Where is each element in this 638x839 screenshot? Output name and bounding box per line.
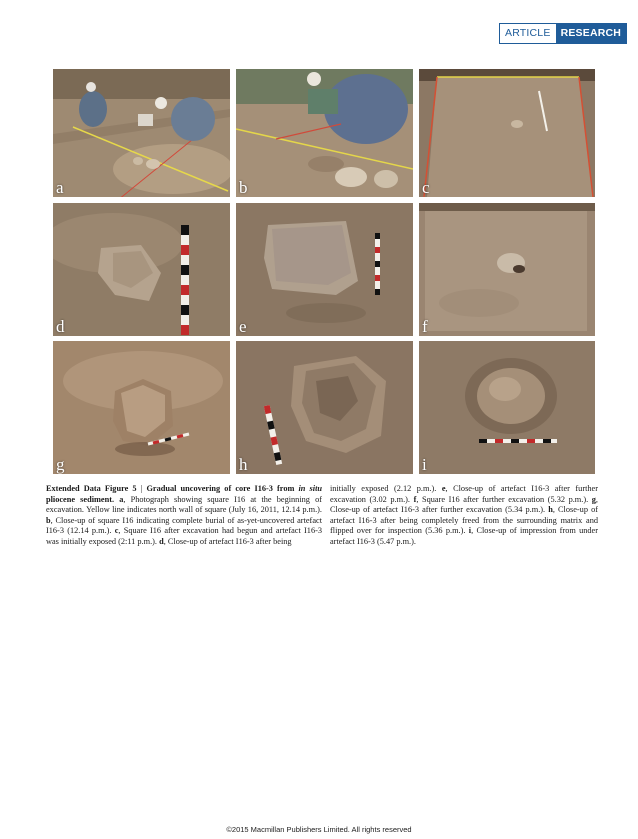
photo-excavation-overview bbox=[53, 69, 230, 197]
caption-letter-c: c bbox=[114, 526, 119, 536]
photo-square-after-excavation bbox=[419, 203, 595, 336]
panel-label: f bbox=[422, 317, 428, 336]
panel-label: h bbox=[239, 455, 248, 474]
photo-artefact-further-excavation bbox=[236, 203, 413, 336]
figure-label: Extended Data Figure 5 bbox=[46, 484, 137, 493]
caption-letter-h: h bbox=[548, 505, 553, 515]
photo-square-closeup bbox=[236, 69, 413, 197]
photo-artefact-initially-exposed bbox=[53, 203, 230, 336]
photo-artefact-closeup-g bbox=[53, 341, 230, 474]
caption-text-a: , Photograph showing square I16 at the beginning of excavation. Yellow line indicates north wall of square (July 16, 2011, 12.14 p.m.). bbox=[46, 494, 322, 515]
photo-impression-under-artefact bbox=[419, 341, 595, 474]
photo-panel-e bbox=[236, 203, 413, 336]
caption-text-d: , Close-up of artefact I16-3 after being bbox=[163, 536, 292, 546]
photo-artefact-flipped bbox=[236, 341, 413, 474]
figure-title: Gradual uncovering of core I16-3 from in situ pliocene sediment. bbox=[46, 484, 322, 504]
panel-label: b bbox=[239, 178, 248, 197]
photo-panel-b bbox=[236, 69, 413, 197]
panel-label: e bbox=[239, 317, 247, 336]
caption-letter-e: e bbox=[441, 484, 446, 493]
caption-text-i: , Close-up of impression from under artefact I16-3 (5.47 p.m.). bbox=[330, 526, 599, 546]
article-research-badge bbox=[499, 23, 627, 44]
caption-text-e: , Close-up of artefact I16-3 after further excavation (3.02 p.m.). bbox=[330, 484, 598, 504]
photo-panel-i bbox=[419, 341, 595, 474]
badge-research-label: RESEARCH bbox=[556, 24, 627, 43]
photo-panel-g bbox=[53, 341, 230, 474]
caption-letter-b: b bbox=[46, 515, 51, 525]
badge-article-label: ARTICLE bbox=[500, 24, 556, 43]
caption-letter-g: g bbox=[591, 494, 596, 504]
figure-caption-right bbox=[330, 484, 598, 548]
caption-text-b: , Close-up of square I16 indicating complete burial of as-yet-uncovered artefact I16-3 (12.14 p.m.). bbox=[46, 515, 322, 536]
photo-panel-c bbox=[419, 69, 595, 197]
panel-label: d bbox=[56, 317, 65, 336]
photo-panel-a bbox=[53, 69, 230, 197]
copyright-footer: ©2015 Macmillan Publishers Limited. All rights reserved bbox=[226, 825, 412, 834]
caption-letter-i: i bbox=[468, 526, 472, 536]
caption-text-f: , Square I16 after further excavation (5.32 p.m.). bbox=[416, 494, 592, 504]
caption-text-c: , Square I16 after excavation had begun and artefact I16-3 was initially exposed (2:11 p.m.). bbox=[46, 526, 323, 546]
caption-letter-a: a bbox=[119, 494, 124, 504]
photo-square-excavated bbox=[419, 69, 595, 197]
caption-letter-f: f bbox=[413, 494, 417, 504]
panel-label: g bbox=[56, 455, 65, 474]
panel-label: a bbox=[56, 178, 64, 197]
caption-text-g: , Close-up of artefact I16-3 after further excavation (5.34 p.m.). bbox=[330, 494, 598, 515]
figure-caption-left bbox=[46, 484, 322, 548]
caption-letter-d: d bbox=[159, 536, 164, 546]
photo-panel-h bbox=[236, 341, 413, 474]
photo-panel-f bbox=[419, 203, 595, 336]
caption-text-h: , Close-up of artefact I16-3 after being completely freed from the surrounding matrix and flipped over for inspection (5.36 p.m.). bbox=[330, 505, 598, 536]
caption-text-d-cont: initially exposed (2.12 p.m.). bbox=[330, 484, 442, 493]
panel-label: c bbox=[422, 178, 430, 197]
photo-panel-d bbox=[53, 203, 230, 336]
panel-label: i bbox=[422, 455, 427, 474]
caption-separator: | bbox=[136, 484, 147, 493]
